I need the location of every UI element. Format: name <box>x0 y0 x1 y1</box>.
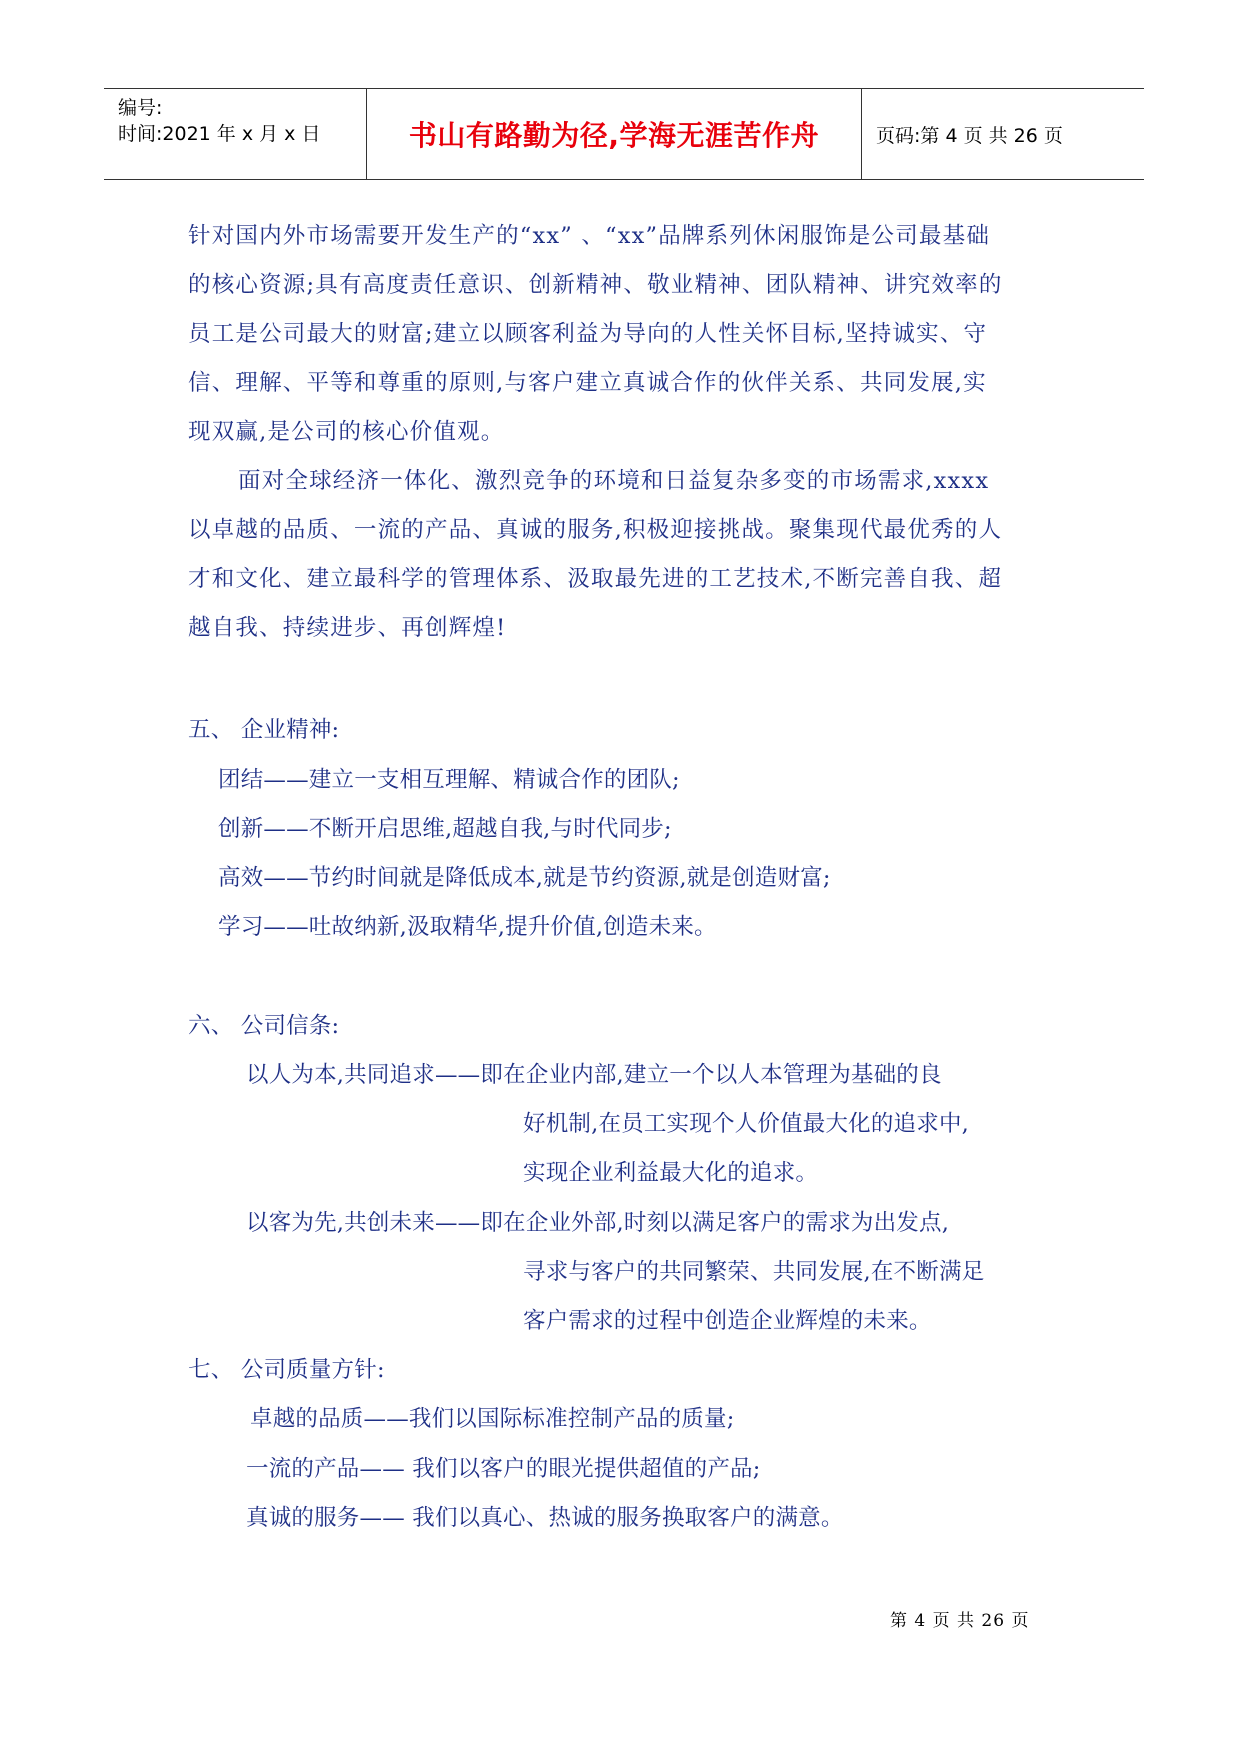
page-footer-number: 第 4 页 共 26 页 <box>890 1611 1030 1631</box>
header-meta <box>104 89 367 179</box>
header-motto: 书山有路勤为径,学海无涯苦作舟 <box>367 89 862 179</box>
spirit-item: 高效——节约时间就是降低成本,就是节约资源,就是创造财富; <box>218 865 831 891</box>
intro-line: 面对全球经济一体化、激烈竞争的环境和日益复杂多变的市场需求,xxxx <box>238 468 990 494</box>
creed-line: 客户需求的过程中创造企业辉煌的未来。 <box>523 1308 932 1334</box>
document-time-label: 时间:2021 年 x 月 x 日 <box>118 123 321 145</box>
intro-paragraph-2 <box>188 457 1068 653</box>
creed-line: 好机制,在员工实现个人价值最大化的追求中, <box>523 1111 970 1137</box>
spirit-item: 团结——建立一支相互理解、精诚合作的团队; <box>218 767 680 793</box>
section-heading-creed: 六、 公司信条: <box>188 1013 340 1039</box>
page-header <box>104 88 1144 180</box>
section-heading-quality: 七、 公司质量方针: <box>188 1357 385 1383</box>
section-heading-spirit: 五、 企业精神: <box>188 717 340 743</box>
intro-line: 针对国内外市场需要开发生产的“xx” 、“xx”品牌系列休闲服饰是公司最基础 <box>188 223 991 249</box>
intro-line: 现双赢,是公司的核心价值观。 <box>188 419 505 445</box>
intro-line: 的核心资源;具有高度责任意识、创新精神、敬业精神、团队精神、讲究效率的 <box>188 272 1003 298</box>
intro-line: 员工是公司最大的财富;建立以顾客利益为导向的人性关怀目标,坚持诚实、守 <box>188 321 988 347</box>
intro-line: 越自我、持续进步、再创辉煌! <box>188 615 507 641</box>
quality-item: 一流的产品—— 我们以客户的眼光提供超值的产品; <box>246 1456 761 1482</box>
spirit-item: 创新——不断开启思维,超越自我,与时代同步; <box>218 816 672 842</box>
spirit-item: 学习——吐故纳新,汲取精华,提升价值,创造未来。 <box>218 914 717 940</box>
document-number-label: 编号: <box>118 97 163 119</box>
creed-line: 以人为本,共同追求——即在企业内部,建立一个以人本管理为基础的良 <box>246 1062 942 1088</box>
quality-item: 卓越的品质——我们以国际标准控制产品的质量; <box>250 1406 735 1432</box>
creed-line: 寻求与客户的共同繁荣、共同发展,在不断满足 <box>523 1259 985 1285</box>
header-page-number: 页码:第 4 页 共 26 页 <box>876 124 1063 147</box>
creed-line: 以客为先,共创未来——即在企业外部,时刻以满足客户的需求为出发点, <box>246 1210 950 1236</box>
intro-paragraph <box>188 212 1068 457</box>
intro-line: 以卓越的品质、一流的产品、真诚的服务,积极迎接挑战。聚集现代最优秀的人 <box>188 517 1003 543</box>
creed-line: 实现企业利益最大化的追求。 <box>523 1160 819 1186</box>
quality-item: 真诚的服务—— 我们以真心、热诚的服务换取客户的满意。 <box>246 1505 844 1531</box>
intro-line: 信、理解、平等和尊重的原则,与客户建立真诚合作的伙伴关系、共同发展,实 <box>188 370 987 396</box>
intro-line: 才和文化、建立最科学的管理体系、汲取最先进的工艺技术,不断完善自我、超 <box>188 566 1003 592</box>
